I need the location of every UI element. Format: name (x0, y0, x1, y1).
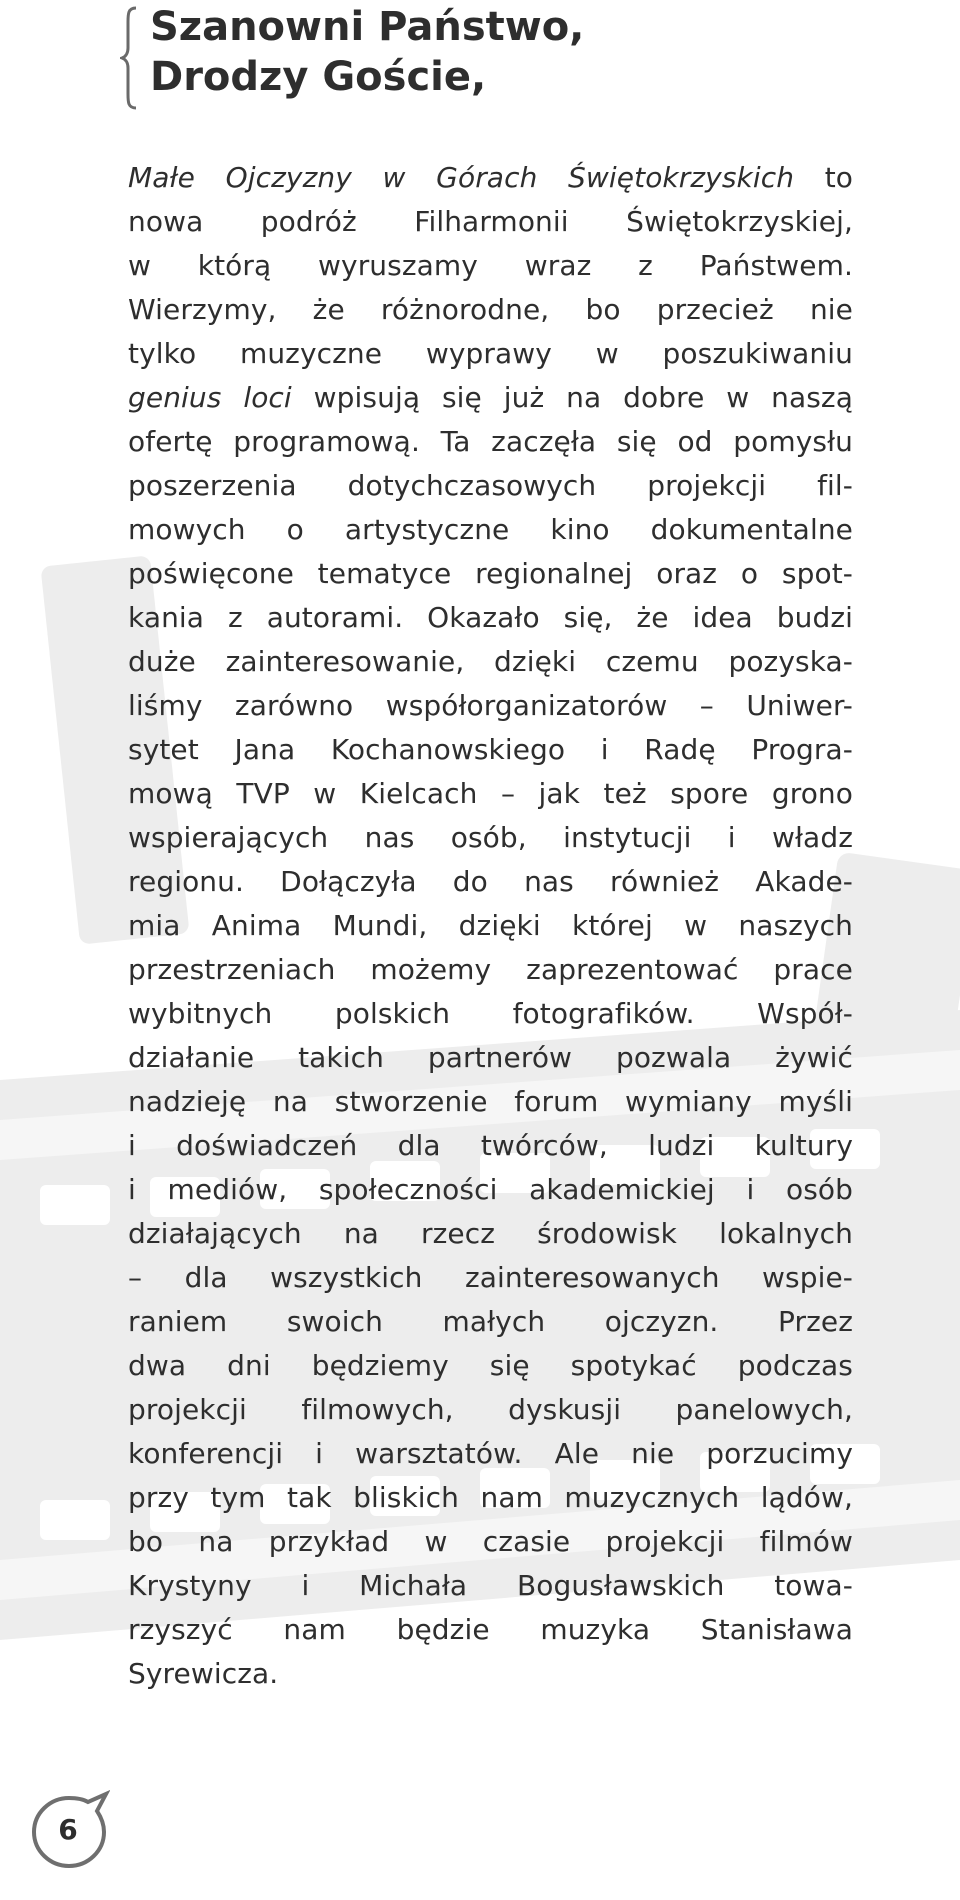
text-line: wybitnych polskich fotografików. Współ- (128, 997, 853, 1030)
text-line: sytet Jana Kochanowskiego i Radę Progra- (128, 733, 853, 766)
text-line: kania z autorami. Okazało się, że idea budzi (128, 601, 853, 634)
page-number: 6 (58, 1813, 78, 1846)
event-title: Małe Ojczyzny w Górach Świętokrzyskich (128, 161, 795, 194)
greeting-heading (150, 2, 584, 102)
text-line: poświęcone tematyce regionalnej oraz o spot- (128, 557, 853, 590)
text-line: regionu. Dołączyła do nas również Akade- (128, 865, 853, 898)
text-line: w którą wyruszamy wraz z Państwem. (128, 249, 853, 282)
text-line: mową TVP w Kielcach – jak też spore grono (128, 777, 853, 810)
text-line: wspierających nas osób, instytucji i władz (128, 821, 853, 854)
greeting-line-1: Szanowni Państwo, (150, 4, 585, 50)
text-line: Małe Ojczyzny w Górach Świętokrzyskich to (128, 161, 854, 194)
greeting-line-2: Drodzy Goście, (150, 54, 487, 100)
text-line: – dla wszystkich zainteresowanych wspie- (128, 1261, 853, 1294)
text-line: raniem swoich małych ojczyzn. Przez (128, 1305, 853, 1338)
text-line: rzyszyć nam będzie muzyka Stanisława (128, 1613, 853, 1646)
text-line: ofertę programową. Ta zaczęła się od pomysłu (128, 425, 853, 458)
text-line: Syrewicza. (128, 1657, 279, 1690)
text-line: działanie takich partnerów pozwala żywić (128, 1041, 853, 1074)
text-line: nadzieję na stworzenie forum wymiany myśli (128, 1085, 853, 1118)
text-line: duże zainteresowanie, dzięki czemu pozyska- (128, 645, 853, 678)
text-line: poszerzenia dotychczasowych projekcji fil- (128, 469, 853, 502)
text-line: dwa dni będziemy się spotykać podczas (128, 1349, 853, 1382)
text-line: Wierzymy, że różnorodne, bo przecież nie (128, 293, 853, 326)
text-line: tylko muzyczne wyprawy w poszukiwaniu (128, 337, 853, 370)
text-line: mowych o artystyczne kino dokumentalne (128, 513, 853, 546)
text-line: i doświadczeń dla twórców, ludzi kultury (128, 1129, 853, 1162)
text-line: przy tym tak bliskich nam muzycznych lądów, (128, 1481, 853, 1514)
latin-phrase: genius loci (128, 381, 292, 414)
text-line: bo na przykład w czasie projekcji filmów (128, 1525, 853, 1558)
text-line: działających na rzecz środowisk lokalnych (128, 1217, 853, 1250)
text-line: liśmy zarówno współorganizatorów – Uniwer- (128, 689, 853, 722)
curly-brace-icon (120, 6, 138, 110)
text-line: przestrzeniach możemy zaprezentować prace (128, 953, 853, 986)
letter-body (128, 156, 853, 1696)
text-line: konferencji i warsztatów. Ale nie porzucimy (128, 1437, 853, 1470)
text-line: Krystyny i Michała Bogusławskich towa- (128, 1569, 853, 1602)
text-line: nowa podróż Filharmonii Świętokrzyskiej, (128, 205, 853, 238)
text-line: projekcji filmowych, dyskusji panelowych, (128, 1393, 853, 1426)
text-line: i mediów, społeczności akademickiej i osób (128, 1173, 853, 1206)
text-line: mia Anima Mundi, dzięki której w naszych (128, 909, 853, 942)
text-line: genius loci wpisują się już na dobre w naszą (128, 381, 853, 414)
